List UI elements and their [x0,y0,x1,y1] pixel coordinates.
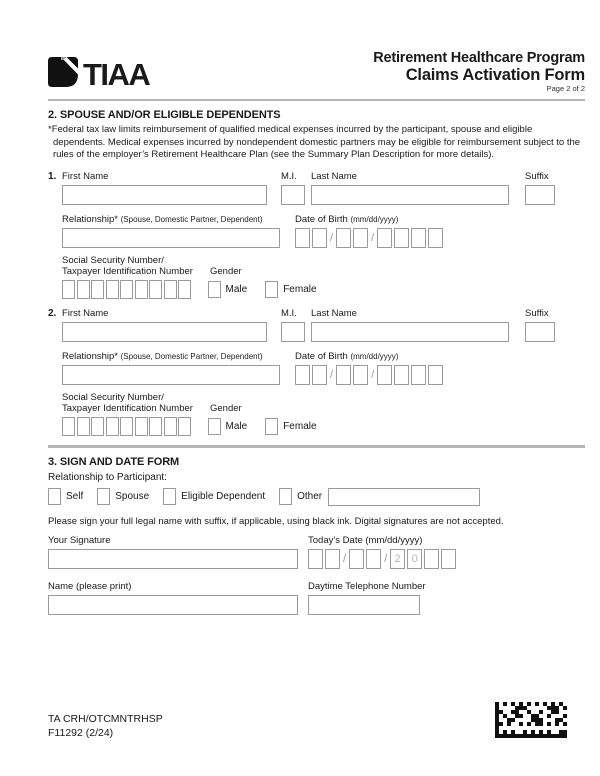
dob-year-box[interactable] [394,365,409,385]
ssn-digit-box[interactable] [120,417,133,436]
suffix-input[interactable] [525,185,555,205]
program-title: Retirement Healthcare Program [373,50,585,66]
middle-initial-input[interactable] [281,322,305,342]
date-year-box-prefilled[interactable]: 0 [407,549,422,569]
relationship-hint: (Spouse, Domestic Partner, Dependent) [120,351,263,361]
spouse-checkbox[interactable] [97,488,110,505]
ssn-digit-box[interactable] [106,280,119,299]
section-2-heading: 2. SPOUSE AND/OR ELIGIBLE DEPENDENTS [48,109,281,121]
self-checkbox[interactable] [48,488,61,505]
ssn-digit-box[interactable] [91,417,104,436]
dob-month-box[interactable] [312,365,327,385]
section-3-heading: 3. SIGN AND DATE FORM [48,455,180,468]
first-name-input[interactable] [62,322,267,342]
spouse-label: Spouse [115,491,150,502]
date-day-box[interactable] [366,549,381,569]
suffix-label: Suffix [525,307,549,319]
ssn-digit-box[interactable] [178,280,191,299]
last-name-input[interactable] [311,185,509,205]
date-separator: / [371,231,375,244]
ssn-boxes [62,280,193,299]
ssn-digit-box[interactable] [120,280,133,299]
gender-label: Gender [210,265,242,277]
relationship-input[interactable] [62,365,280,385]
last-name-input[interactable] [311,322,509,342]
eligible-dependent-checkbox[interactable] [163,488,176,505]
ssn-boxes [62,417,193,436]
date-month-box[interactable] [308,549,323,569]
suffix-label: Suffix [525,170,549,182]
ssn-digit-box[interactable] [164,417,177,436]
dob-year-box[interactable] [377,228,392,248]
dob-day-box[interactable] [353,365,368,385]
name-print-input[interactable] [48,595,298,615]
relationship-to-participant-label: Relationship to Participant: [48,471,167,483]
date-separator: / [330,231,334,244]
signature-instruction: Please sign your full legal name with suffix, if applicable, using black ink. Digital signatures are not accepted. [48,515,504,527]
date-of-birth-label: Date of Birth [295,350,348,362]
relationship-options [48,488,585,506]
ssn-digit-box[interactable] [149,417,162,436]
ssn-digit-box[interactable] [135,280,148,299]
male-checkbox[interactable] [208,281,221,298]
ssn-label-line1: Social Security Number/ [62,254,164,266]
female-checkbox[interactable] [265,281,278,298]
dob-month-box[interactable] [295,228,310,248]
date-format-hint: (mm/dd/yyyy) [350,214,399,224]
male-label: Male [225,283,248,295]
ssn-digit-box[interactable] [77,280,90,299]
dob-year-box[interactable] [411,365,426,385]
date-separator: / [371,368,375,381]
date-month-box[interactable] [325,549,340,569]
daytime-phone-input[interactable] [308,595,420,615]
ssn-digit-box[interactable] [164,280,177,299]
date-year-box-prefilled[interactable]: 2 [390,549,405,569]
other-label: Other [297,491,323,502]
ssn-digit-box[interactable] [62,417,75,436]
ssn-digit-box[interactable] [62,280,75,299]
dependent-number: 2. [48,307,57,319]
female-label: Female [283,283,317,295]
self-label: Self [66,491,84,502]
first-name-label: First Name [62,170,109,182]
tiaa-wordmark: TIAA [83,57,150,92]
last-name-label: Last Name [311,170,357,182]
form-code-line2: F11292 (2/24) [48,726,114,739]
form-title: Claims Activation Form [405,66,585,84]
dob-year-box[interactable] [377,365,392,385]
eligible-dependent-label: Eligible Dependent [181,491,266,502]
name-print-label: Name (please print) [48,580,132,592]
date-of-birth-boxes [295,228,445,248]
dob-year-box[interactable] [394,228,409,248]
dob-year-box[interactable] [428,228,443,248]
other-relationship-input[interactable] [328,488,480,506]
tax-law-disclaimer: *Federal tax law limits reimbursement of qualified medical expenses incurred by the participant, spouse and eligible dependents. Medical expenses incurred by nondependent domestic partners may be eligible for reimbursement subject to the rules of the employer’s Retirement Healthcare Plan (see the Summary Plan Description for more details). [48,124,581,160]
dob-day-box[interactable] [336,365,351,385]
daytime-phone-label: Daytime Telephone Number [308,580,426,592]
date-of-birth-boxes [295,365,445,385]
female-checkbox[interactable] [265,418,278,435]
ssn-label-line1: Social Security Number/ [62,391,164,403]
dob-year-box[interactable] [411,228,426,248]
ssn-digit-box[interactable] [106,417,119,436]
form-code-line1: TA CRH/OTCMNTRHSP [48,713,163,725]
dob-year-box[interactable] [428,365,443,385]
gender-label: Gender [210,402,242,414]
footer-codes [48,713,163,740]
form-titles [373,50,585,94]
dob-day-box[interactable] [353,228,368,248]
ssn-digit-box[interactable] [77,417,90,436]
section-divider [48,445,585,448]
ssn-digit-box[interactable] [135,417,148,436]
ssn-digit-box[interactable] [178,417,191,436]
ssn-label-line2: Taxpayer Identification Number [62,402,193,414]
your-signature-label: Your Signature [48,534,111,546]
female-label: Female [283,420,317,432]
dob-month-box[interactable] [295,365,310,385]
ssn-digit-box[interactable] [91,280,104,299]
tiaa-logo-icon [48,57,78,92]
dependent-2-block [48,308,585,436]
date-year-box[interactable] [424,549,439,569]
middle-initial-label: M.I. [281,307,297,319]
header-rule [48,99,585,101]
date-separator: / [330,368,334,381]
dependent-1-block [48,171,585,299]
date-format-hint: (mm/dd/yyyy) [350,351,399,361]
ssn-label-line2: Taxpayer Identification Number [62,265,193,277]
middle-initial-label: M.I. [281,170,297,182]
first-name-input[interactable] [62,185,267,205]
date-day-box[interactable] [349,549,364,569]
male-checkbox[interactable] [208,418,221,435]
dob-day-box[interactable] [336,228,351,248]
first-name-label: First Name [62,307,109,319]
dependent-number: 1. [48,170,57,182]
page-indicator: Page 2 of 2 [546,84,585,93]
tiaa-logo [48,57,149,94]
ssn-digit-box[interactable] [149,280,162,299]
relationship-label: Relationship* [62,350,118,362]
relationship-label: Relationship* [62,213,118,225]
data-matrix-barcode [495,702,567,738]
date-of-birth-label: Date of Birth [295,213,348,225]
last-name-label: Last Name [311,307,357,319]
todays-date-boxes [308,549,458,569]
date-year-box[interactable] [441,549,456,569]
male-label: Male [225,420,248,432]
todays-date-label: Today’s Date (mm/dd/yyyy) [308,534,423,546]
signature-input[interactable] [48,549,298,569]
header [48,50,585,94]
other-checkbox[interactable] [279,488,292,505]
relationship-hint: (Spouse, Domestic Partner, Dependent) [120,214,263,224]
date-separator: / [384,552,388,565]
suffix-input[interactable] [525,322,555,342]
relationship-input[interactable] [62,228,280,248]
date-separator: / [343,552,347,565]
dob-month-box[interactable] [312,228,327,248]
middle-initial-input[interactable] [281,185,305,205]
